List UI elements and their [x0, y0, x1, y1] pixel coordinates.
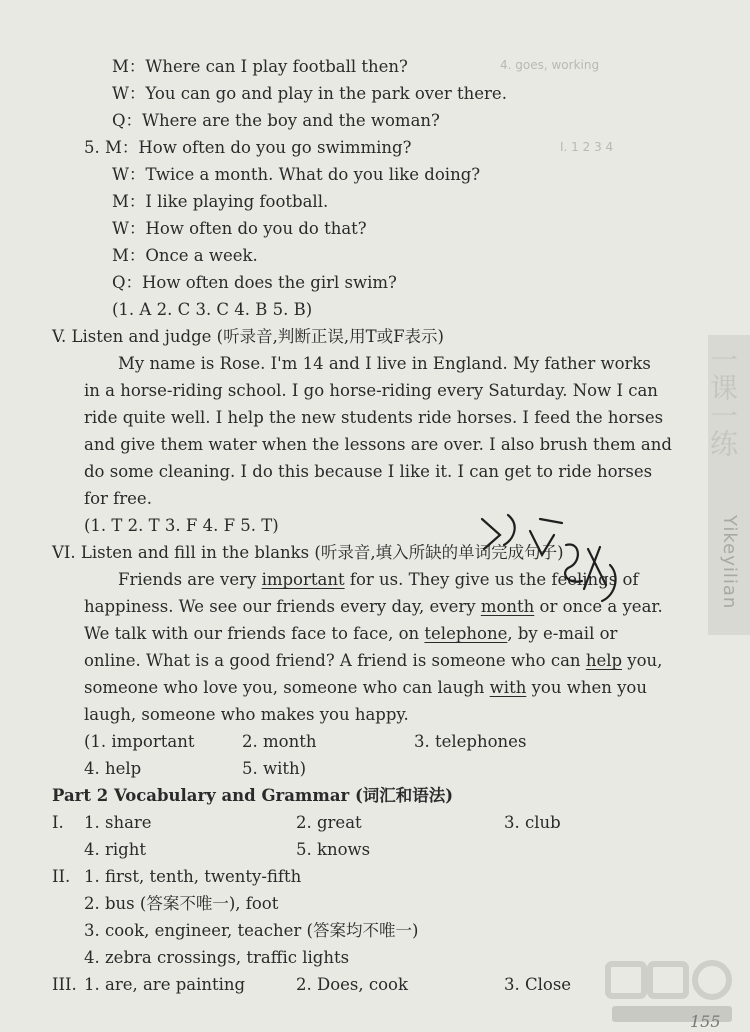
dialogue-line: M：I like playing football.: [112, 192, 329, 211]
dialogue-line: W：You can go and play in the park over there.: [112, 84, 507, 103]
dialogue-line: M：Where can I play football then?: [112, 57, 408, 76]
passage-line: someone who love you, someone who can laugh with you when you: [84, 678, 647, 697]
section-title: V. Listen and judge (听录音,判断正误,用T或F表示): [52, 327, 444, 346]
passage-line: We talk with our friends face to face, on telephone, by e-mail or: [84, 624, 618, 643]
bleed-through-text: 4. goes, working: [500, 58, 600, 72]
answer-item: 1. first, tenth, twenty-fifth: [84, 867, 302, 886]
answer-item: 1. share: [84, 813, 152, 832]
dialogue-line: Q：Where are the boy and the woman?: [112, 111, 440, 130]
section-title: VI. Listen and fill in the blanks (听录音,填入所缺的单词完成句子): [52, 543, 564, 562]
watermark-logo: [602, 958, 742, 1028]
answer-line: (1. A 2. C 3. C 4. B 5. B): [112, 300, 313, 319]
bleed-through-text: I. 1 2 3 4: [560, 140, 614, 154]
section-label: I.: [52, 813, 64, 832]
passage-line: ride quite well. I help the new students ride horses. I feed the horses: [84, 408, 664, 427]
section-label: II.: [52, 867, 71, 886]
filled-blank: telephone: [424, 624, 508, 643]
part-heading: Part 2 Vocabulary and Grammar (词汇和语法): [52, 786, 454, 805]
passage-line: in a horse-riding school. I go horse-riding every Saturday. Now I can: [84, 381, 658, 400]
passage-line: online. What is a good friend? A friend is someone who can help you,: [84, 651, 663, 670]
filled-blank: month: [480, 597, 535, 616]
dialogue-line: 5. M：How often do you go swimming?: [84, 138, 412, 157]
passage-line: and give them water when the lessons are over. I also brush them and: [84, 435, 672, 454]
dialogue-line: M：Once a week.: [112, 246, 258, 265]
answer-item: (1. important: [84, 732, 195, 751]
page-number: 155: [690, 1012, 721, 1031]
answer-item: 2. bus (答案不唯一), foot: [84, 894, 279, 913]
side-tab-brand: Yikeyilian: [719, 515, 740, 610]
answer-item: 3. telephones: [414, 732, 527, 751]
side-tab-title: 一课一练: [706, 345, 739, 457]
filled-blank: important: [261, 570, 345, 589]
passage-line: for free.: [84, 489, 152, 508]
filled-blank: with: [489, 678, 527, 697]
passage-line: happiness. We see our friends every day, every month or once a year.: [84, 597, 663, 616]
answer-item: 3. cook, engineer, teacher (答案均不唯一): [84, 921, 419, 940]
answer-item: 3. club: [504, 813, 561, 832]
answer-item: 4. help: [84, 759, 142, 778]
dialogue-line: Q：How often does the girl swim?: [112, 273, 397, 292]
handwriting-scribble: [470, 505, 630, 615]
passage-line: do some cleaning. I do this because I like it. I can get to ride horses: [84, 462, 653, 481]
answer-item: 4. right: [84, 840, 146, 859]
passage-line: My name is Rose. I'm 14 and I live in England. My father works: [118, 354, 651, 373]
filled-blank: help: [585, 651, 623, 670]
answer-item: 5. knows: [296, 840, 371, 859]
answer-item: 1. are, are painting: [84, 975, 246, 994]
section-label: III.: [52, 975, 77, 994]
passage-line: Friends are very important for us. They give us the feelings of: [118, 570, 639, 589]
answer-item: 2. month: [242, 732, 317, 751]
dialogue-line: W：Twice a month. What do you like doing?: [112, 165, 481, 184]
answer-item: 2. great: [296, 813, 362, 832]
dialogue-line: W：How often do you do that?: [112, 219, 367, 238]
answer-item: 3. Close: [504, 975, 572, 994]
answer-item: 5. with): [242, 759, 307, 778]
answer-line: (1. T 2. T 3. F 4. F 5. T): [84, 516, 279, 535]
answer-item: 4. zebra crossings, traffic lights: [84, 948, 350, 967]
passage-line: laugh, someone who makes you happy.: [84, 705, 409, 724]
answer-item: 2. Does, cook: [296, 975, 408, 994]
